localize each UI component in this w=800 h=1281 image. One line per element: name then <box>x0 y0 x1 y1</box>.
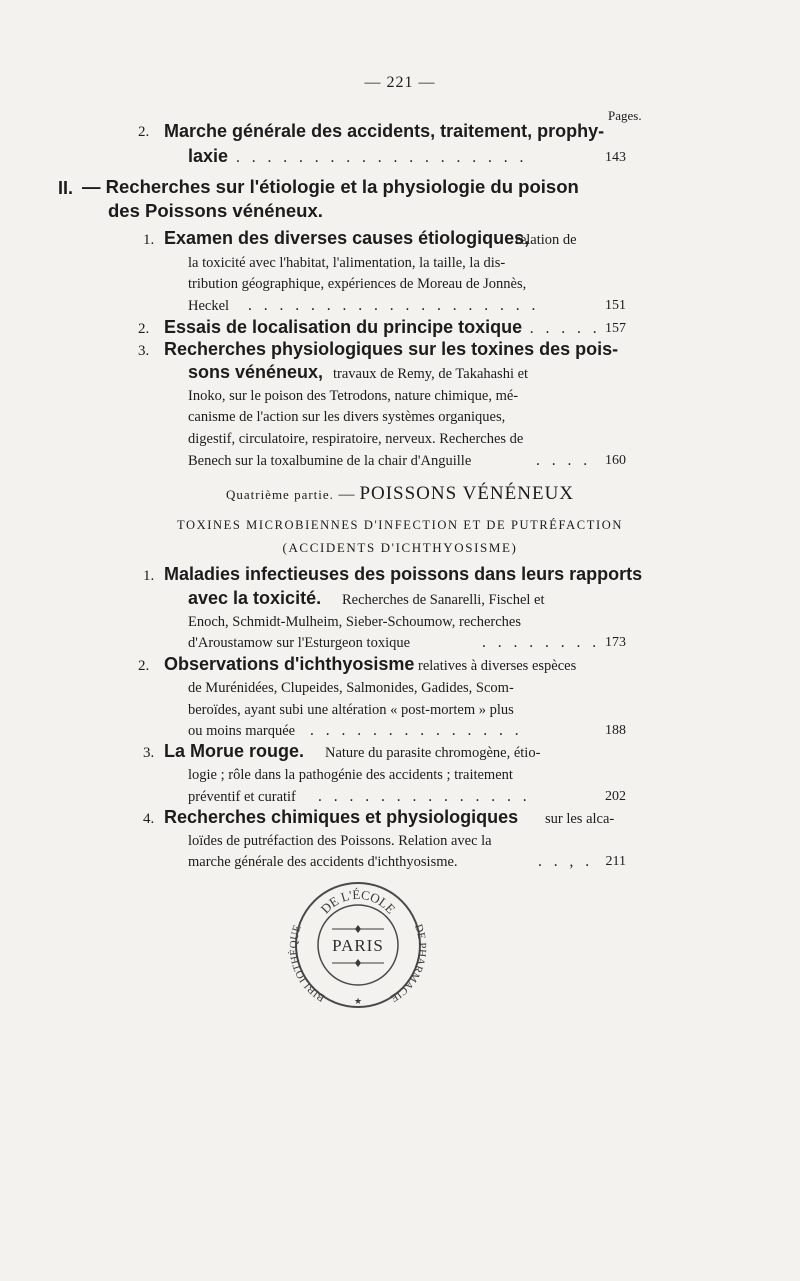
leader-dots: . . . . . . . . . . . . . . . . . . . <box>248 297 540 314</box>
page-number: — 221 — <box>364 74 436 91</box>
stamp-right-text: DE PHARMACIE <box>388 922 428 1005</box>
entry-number: 4. <box>143 811 155 827</box>
leader-dots: . . . . <box>536 452 592 469</box>
entry-text: travaux de Remy, de Takahashi et <box>333 366 529 382</box>
part-dash: — <box>338 486 355 503</box>
entry-text: relatives à diverses espèces <box>418 658 577 674</box>
page-ref: 160 <box>605 453 626 468</box>
part-title: des Poissons vénéneux. <box>108 200 323 221</box>
page-ref: 202 <box>605 789 626 804</box>
entry-text: Benech sur la toxalbumine de la chair d'Anguille <box>188 453 472 469</box>
stamp-top-text: DE L'ÉCOLE <box>317 886 399 917</box>
entry-text: digestif, circulatoire, respiratoire, nerveux. Recherches de <box>188 431 524 447</box>
entry-number: 3. <box>143 745 155 761</box>
entry-text: Recherches de Sanarelli, Fischel et <box>342 592 545 608</box>
stamp-diamond-icon <box>355 925 361 933</box>
entry-text: marche générale des accidents d'ichthyosisme. <box>188 854 458 870</box>
pages-label: Pages. <box>608 108 642 123</box>
page-ref: 188 <box>605 723 626 738</box>
leader-dots: . . . . . . . . . . . . . . . . . . . <box>236 149 528 166</box>
library-stamp <box>288 877 428 1012</box>
entry-number: 2. <box>138 658 150 674</box>
entry-text: préventif et curatif <box>188 789 296 805</box>
stamp-star-icon: ★ <box>353 996 363 1006</box>
entry-text: relation de <box>515 232 577 248</box>
entry-number: 2. <box>138 321 150 337</box>
part-number: II. <box>58 178 74 198</box>
entry-title: laxie <box>188 146 229 166</box>
entry-text: logie ; rôle dans la pathogénie des accidents ; traitement <box>188 767 513 783</box>
leader-dots: . . . . . . . . <box>482 634 601 651</box>
entry-number: 1. <box>143 568 155 584</box>
part-subtitle: TOXINES MICROBIENNES D'INFECTION ET DE PUTRÉFACTION <box>176 518 623 532</box>
entry-title: avec la toxicité. <box>188 588 322 608</box>
part-subtitle: (ACCIDENTS D'ICHTHYOSISME) <box>282 540 518 555</box>
leader-dots: . . . . . . . . . . . . . . <box>318 788 531 805</box>
entry-title: Marche générale des accidents, traitement, prophy- <box>164 121 605 141</box>
entry-text: beroïdes, ayant subi une altération « post-mortem » plus <box>188 702 514 718</box>
entry-title: Examen des diverses causes étiologiques, <box>164 228 530 248</box>
page-ref: 211 <box>605 854 626 869</box>
leader-dots: . . , . <box>538 853 594 870</box>
entry-title: sons vénéneux, <box>188 362 324 382</box>
entry-title: Maladies infectieuses des poissons dans leurs rapports <box>164 564 643 584</box>
part-title: — Recherches sur l'étiologie et la physiologie du poison <box>82 176 579 197</box>
entry-title: Essais de localisation du principe toxique <box>164 317 523 337</box>
entry-text: d'Aroustamow sur l'Esturgeon toxique <box>188 635 411 651</box>
entry-text: canisme de l'action sur les divers systèmes organiques, <box>188 409 506 425</box>
stamp-diamond-icon <box>355 959 361 967</box>
page-ref: 151 <box>605 298 626 313</box>
leader-dots: . . . . . . . . . . . . . . <box>310 722 523 739</box>
entry-title: Observations d'ichthyosisme <box>164 654 415 674</box>
stamp-left-text: BIBLIOTHÈQUE <box>288 923 328 1004</box>
stamp-center-text: PARIS <box>332 936 384 955</box>
entry-text: loïdes de putréfaction des Poissons. Relation avec la <box>188 833 492 849</box>
entry-text: tribution géographique, expériences de Moreau de Jonnès, <box>188 276 527 292</box>
part-label: Quatrième partie. <box>225 487 334 502</box>
entry-number: 3. <box>138 343 150 359</box>
entry-text: Inoko, sur le poison des Tetrodons, nature chimique, mé- <box>188 388 519 404</box>
entry-text: la toxicité avec l'habitat, l'alimentation, la taille, la dis- <box>188 255 506 271</box>
part-heading <box>0 483 800 505</box>
entry-number: 2. <box>138 124 150 140</box>
entry-text: sur les alca- <box>545 811 615 827</box>
entry-title: La Morue rouge. <box>164 741 305 761</box>
part-title: POISSONS VÉNÉNEUX <box>359 483 575 504</box>
entry-text: Nature du parasite chromogène, étio- <box>325 745 541 761</box>
page-ref: 157 <box>605 321 626 336</box>
entry-text: de Murénidées, Clupeides, Salmonides, Gadides, Scom- <box>188 680 514 696</box>
entry-text: Heckel <box>188 298 230 314</box>
leader-dots: . . . . . . <box>514 320 601 337</box>
entry-title: Recherches physiologiques sur les toxines des pois- <box>164 339 619 359</box>
entry-text: ou moins marquée <box>188 723 296 739</box>
entry-title: Recherches chimiques et physiologiques <box>164 807 519 827</box>
entry-text: Enoch, Schmidt-Mulheim, Sieber-Schoumow, recherches <box>188 614 521 630</box>
entry-number: 1. <box>143 232 155 248</box>
page-ref: 173 <box>605 635 626 650</box>
page-ref: 143 <box>605 150 626 165</box>
